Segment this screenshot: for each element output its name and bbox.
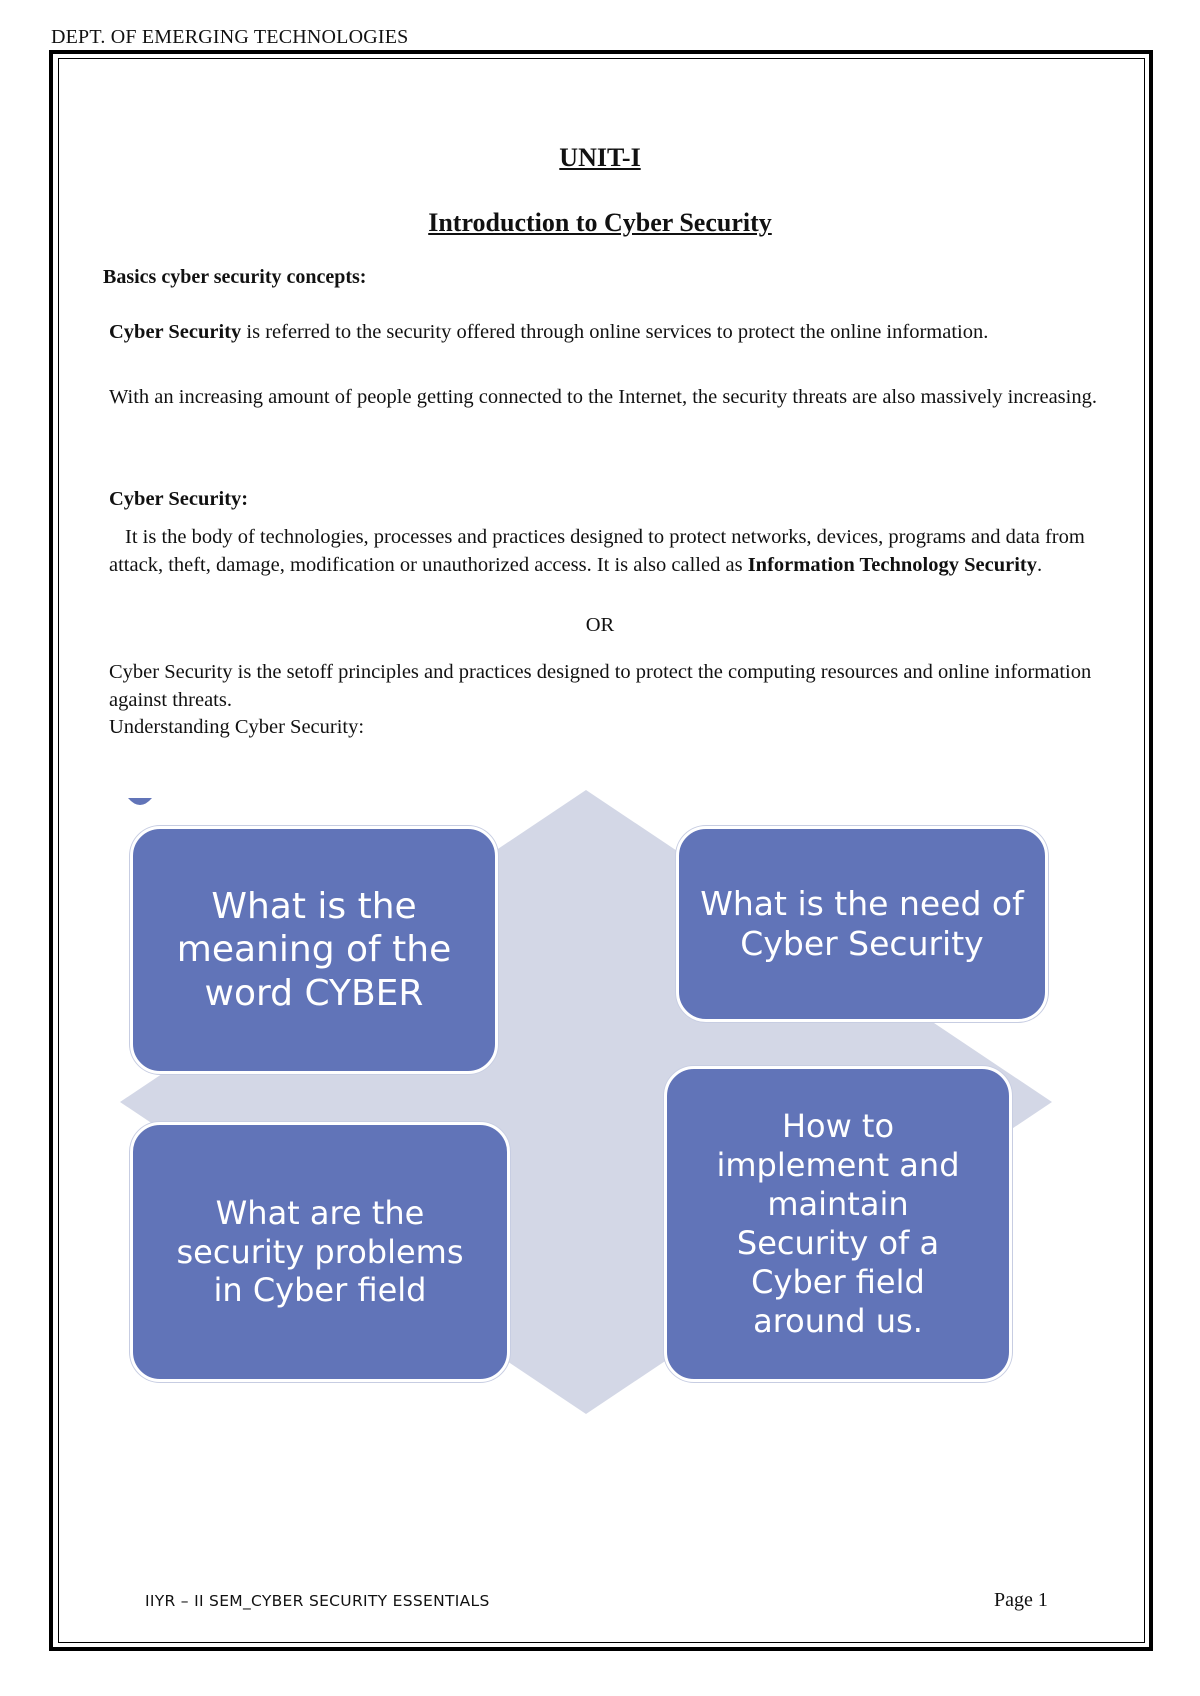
box3-line: security problems <box>176 1232 464 1271</box>
term-it-security: Information Technology Security <box>747 554 1037 576</box>
box4-line: How to <box>781 1106 895 1145</box>
paragraph-threats: With an increasing amount of people getting connected to the Internet, the security threats are also massively increasing. <box>109 386 1097 408</box>
box3-line: in Cyber field <box>213 1271 427 1310</box>
cyber-security-diagram <box>120 790 1060 1420</box>
term-cyber-security: Cyber Security <box>109 321 242 343</box>
box4-line: around us. <box>753 1302 923 1341</box>
box-implement-and-maintain <box>664 1066 1012 1382</box>
box-meaning-of-cyber <box>130 826 498 1074</box>
footer-page-number: Page 1 <box>994 1589 1048 1611</box>
box1-line: word CYBER <box>204 972 424 1014</box>
box2-line: What is the need of <box>700 884 1024 924</box>
paragraph-body-of-technologies <box>109 523 1119 579</box>
box1-line: meaning of the <box>176 929 452 971</box>
box4-line: implement and <box>716 1145 960 1184</box>
chapter-title: Introduction to Cyber Security <box>428 208 772 237</box>
or-separator: OR <box>585 614 615 636</box>
department-header: DEPT. OF EMERGING TECHNOLOGIES <box>51 26 409 48</box>
decor-arc <box>128 798 152 805</box>
subheading-cyber-security: Cyber Security: <box>109 488 249 510</box>
box4-line: maintain <box>767 1184 909 1223</box>
definition-text: is referred to the security offered through online services to protect the online information. <box>241 321 989 343</box>
footer-course-name: IIYR – II SEM_CYBER SECURITY ESSENTIALS <box>145 1592 490 1610</box>
box3-line: What are the <box>215 1194 425 1233</box>
section-heading: Basics cyber security concepts: <box>103 266 367 288</box>
understanding-label: Understanding Cyber Security: <box>109 716 365 738</box>
period: . <box>1036 554 1043 576</box>
paragraph-principles: Cyber Security is the setoff principles and practices designed to protect the computing resources and online information against threats. <box>109 661 1092 711</box>
box1-line: What is the <box>211 886 417 928</box>
body-text: It is the body of technologies, processes and practices designed to protect networks, devices, programs and data from attack, theft, damage, modification or unauthorized access. It is also called as <box>109 526 1085 576</box>
unit-title: UNIT-I <box>559 143 641 172</box>
box2-line: Cyber Security <box>740 924 984 963</box>
paragraph-definition <box>109 318 1109 346</box>
box4-line: Cyber field <box>751 1263 925 1302</box>
box-security-problems <box>130 1122 510 1382</box>
box4-line: Security of a <box>736 1224 940 1262</box>
box-need-of-cyber-security <box>676 826 1048 1022</box>
